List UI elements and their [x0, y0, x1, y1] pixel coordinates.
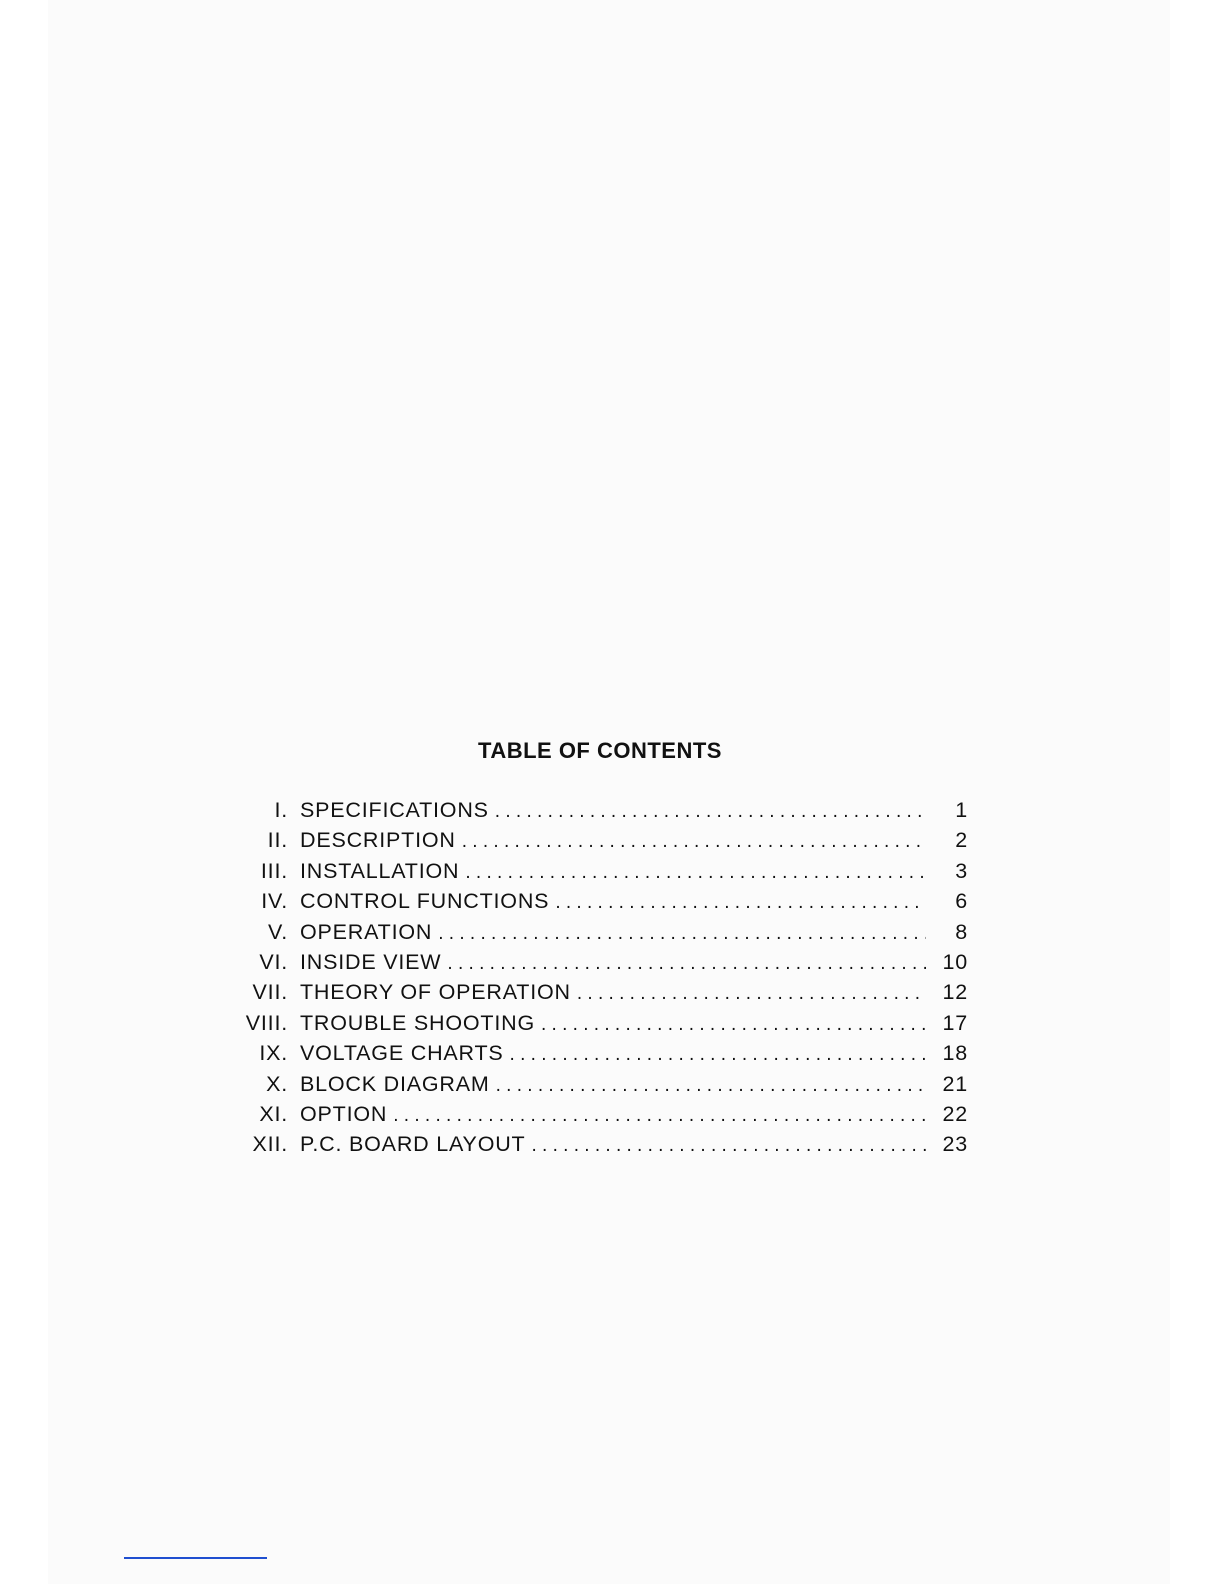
toc-entry-page: 8	[955, 919, 968, 944]
toc-entry[interactable]	[224, 1011, 968, 1041]
toc-leader-dots	[462, 831, 926, 853]
toc-entry[interactable]	[224, 798, 968, 828]
toc-entry[interactable]	[224, 1041, 968, 1071]
toc-entry-number: I.	[274, 798, 288, 822]
toc-entry-page: 18	[942, 1041, 968, 1066]
toc-entry-label: BLOCK DIAGRAM	[300, 1071, 490, 1096]
toc-entry-page: 6	[955, 889, 968, 914]
toc-leader-dots	[541, 1014, 926, 1036]
toc-entry-page: 10	[942, 949, 968, 974]
toc-leader-dots	[438, 923, 926, 945]
toc-entry-label: P.C. BOARD LAYOUT	[300, 1132, 526, 1157]
toc-entry-number: III.	[260, 858, 288, 883]
toc-entry[interactable]	[224, 1132, 968, 1162]
toc-entry[interactable]	[224, 1102, 968, 1132]
toc-entry[interactable]	[224, 920, 968, 950]
toc-entry-page: 17	[942, 1010, 968, 1035]
toc-entry-page: 3	[955, 858, 968, 883]
toc-entry-page: 23	[942, 1132, 968, 1157]
toc-entry-label: INSTALLATION	[300, 858, 460, 883]
toc-entry[interactable]	[224, 828, 968, 858]
toc-leader-dots	[577, 983, 926, 1005]
toc-entry-number: XI.	[259, 1101, 288, 1126]
toc-leader-dots	[447, 953, 926, 975]
toc-entry-number: VI.	[259, 949, 288, 974]
toc-entry-number: IX.	[259, 1041, 288, 1066]
toc-leader-dots	[465, 862, 926, 884]
toc-entry-page: 12	[942, 980, 968, 1005]
toc-entry-number: X.	[266, 1071, 288, 1096]
toc-entry-number: XII.	[252, 1132, 288, 1157]
toc-entry-label: OPERATION	[300, 919, 433, 944]
toc-leader-dots	[555, 892, 926, 914]
toc-entry-label: INSIDE VIEW	[300, 949, 442, 974]
toc-entry[interactable]	[224, 859, 968, 889]
toc-entry-number: VII.	[252, 980, 288, 1005]
toc-entry-page: 21	[942, 1071, 968, 1096]
toc-entry-label: TROUBLE SHOOTING	[300, 1010, 535, 1035]
toc-list	[224, 798, 968, 1163]
toc-entry[interactable]	[224, 950, 968, 980]
toc-entry-label: OPTION	[300, 1101, 388, 1126]
toc-leader-dots	[531, 1135, 926, 1157]
toc-entry-number: II.	[267, 828, 288, 853]
document-page	[48, 0, 1170, 1584]
toc-entry-page: 2	[955, 828, 968, 853]
toc-leader-dots	[496, 1075, 926, 1097]
toc-entry-label: DESCRIPTION	[300, 828, 456, 853]
toc-entry-number: V.	[268, 919, 288, 944]
toc-title: TABLE OF CONTENTS	[478, 738, 722, 763]
toc-entry[interactable]	[224, 980, 968, 1010]
toc-entry-number: IV.	[261, 889, 288, 914]
toc-entry-label: CONTROL FUNCTIONS	[300, 889, 550, 914]
toc-entry-page: 1	[955, 798, 968, 822]
footer-rule	[124, 1557, 267, 1559]
toc-leader-dots	[495, 801, 926, 823]
toc-leader-dots	[510, 1044, 926, 1066]
toc-entry-number: VIII.	[245, 1010, 288, 1035]
toc-leader-dots	[393, 1105, 926, 1127]
toc-entry-label: SPECIFICATIONS	[300, 798, 489, 822]
toc-entry[interactable]	[224, 1072, 968, 1102]
toc-entry-page: 22	[942, 1101, 968, 1126]
toc-entry[interactable]	[224, 889, 968, 919]
toc-entry-label: THEORY OF OPERATION	[300, 980, 571, 1005]
toc-entry-label: VOLTAGE CHARTS	[300, 1041, 504, 1066]
